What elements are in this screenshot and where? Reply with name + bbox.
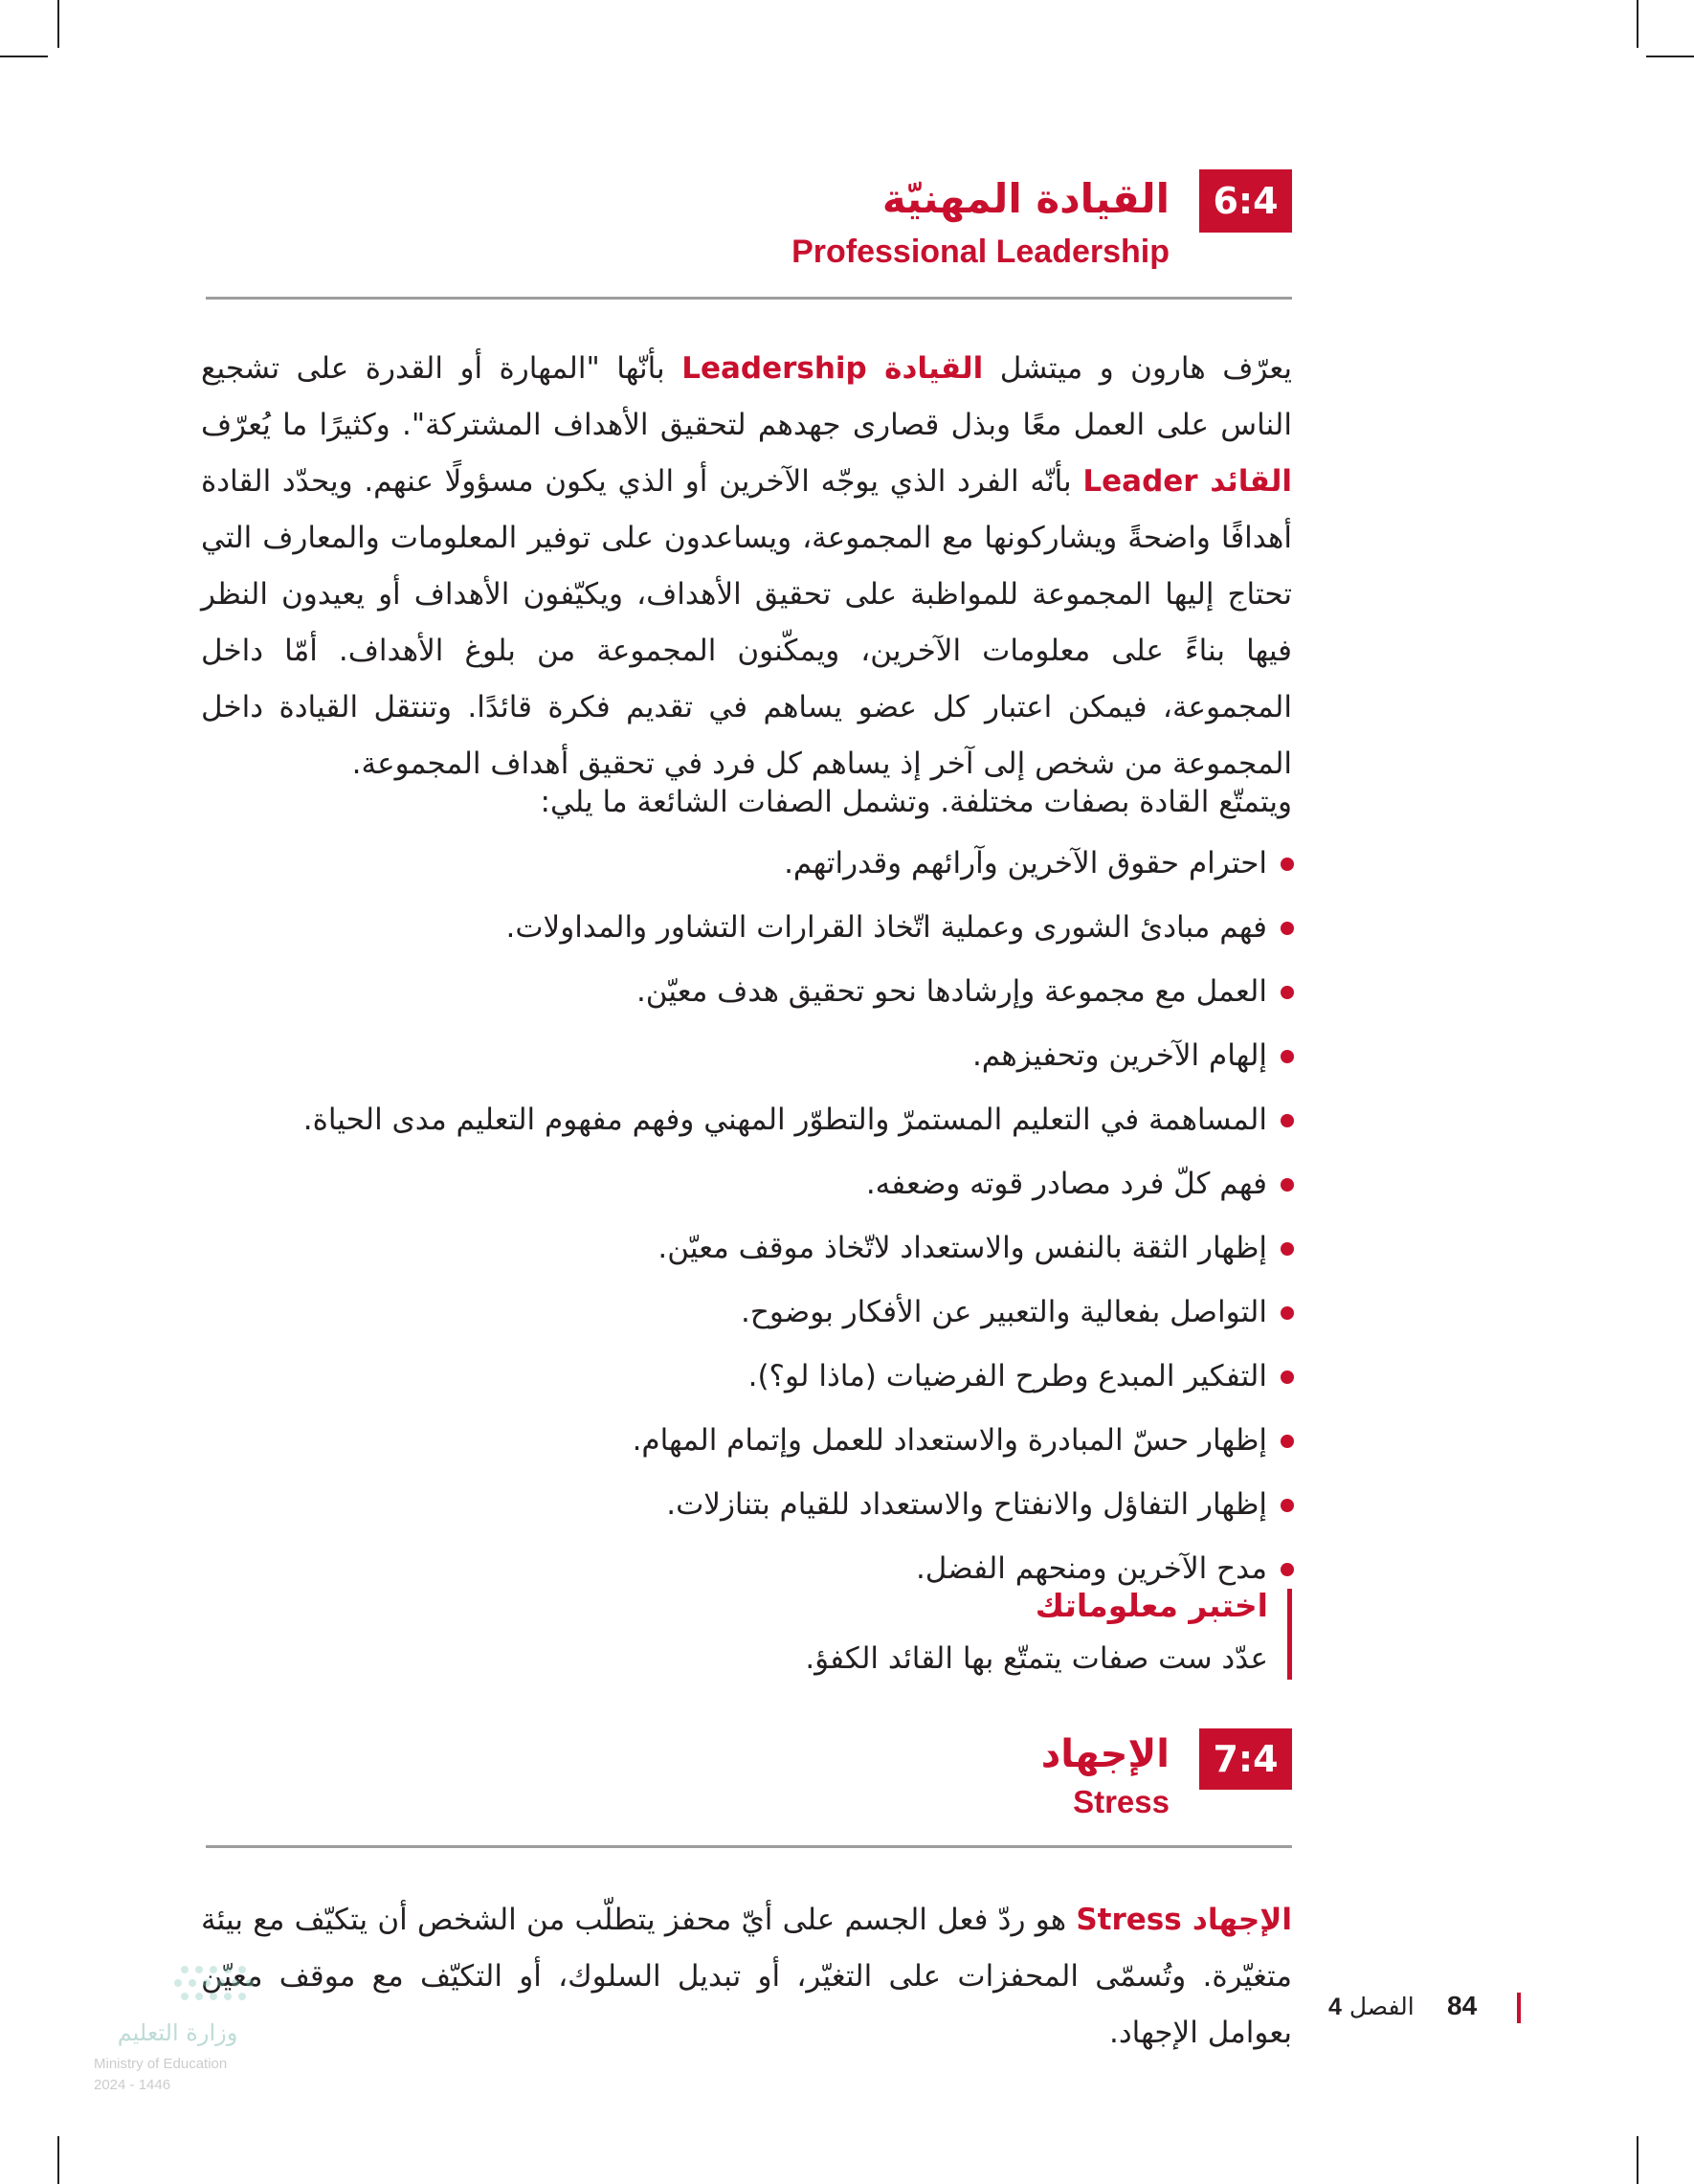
- bullet-icon: [1281, 1563, 1294, 1576]
- section-title-english: Professional Leadership: [791, 234, 1170, 270]
- bullet-icon: [1281, 1435, 1294, 1448]
- list-item: إظهار الثقة بالنفس والاستعداد لاتّخاذ موقف معيّن.: [337, 1223, 1294, 1287]
- bullet-icon: [1281, 1371, 1294, 1384]
- section-heading-6-4: [402, 169, 1292, 303]
- list-item: التفكير المبدع وطرح الفرضيات (ماذا لو؟).: [337, 1351, 1294, 1415]
- crop-mark: [0, 56, 48, 57]
- list-item: احترام حقوق الآخرين وآرائهم وقدراتهم.: [337, 838, 1294, 903]
- page-number: 84: [1447, 1991, 1478, 2020]
- list-item: المساهمة في التعليم المستمرّ والتطوّر المهني وفهم مفهوم التعليم مدى الحياة.: [337, 1095, 1294, 1159]
- crop-mark: [1637, 0, 1638, 48]
- section-number: 6:4: [1199, 169, 1292, 233]
- section-number: 7:4: [1199, 1728, 1292, 1790]
- chapter-label: الفصل 4: [1328, 1993, 1415, 2020]
- ministry-name-english: Ministry of Education: [94, 2056, 228, 2072]
- bullet-icon: [1281, 1499, 1294, 1512]
- list-item: مدح الآخرين ومنحهم الفضل.: [337, 1544, 1294, 1608]
- keyword-stress: الإجهاد Stress: [1076, 1903, 1292, 1937]
- keyword-leadership: القيادة Leadership: [681, 351, 984, 386]
- bullet-icon: [1281, 1178, 1294, 1192]
- bullet-icon: [1281, 1242, 1294, 1256]
- crop-mark: [57, 2136, 59, 2184]
- list-item: العمل مع مجموعة وإرشادها نحو تحقيق هدف معيّن.: [337, 967, 1294, 1031]
- bullet-icon: [1281, 1114, 1294, 1127]
- stress-definition-paragraph: الإجهاد Stress هو ردّ فعل الجسم على أيّ محفز يتطلّب من الشخص أن يتكيّف مع بيئة متغيّرة. وتُسمّى المحفزات على التغيّر، أو تبديل السلوك، أو التكيّف مع موقف معيّن بعوامل الإجهاد.: [201, 1903, 1292, 2050]
- bullet-icon: [1281, 858, 1294, 871]
- leadership-definition-paragraph: يعرّف هارون و ميتشل القيادة Leadership بأنّها "المهارة أو القدرة على تشجيع الناس على العمل معًا وبذل قصارى جهدهم لتحقيق الأهداف المشتركة". وكثيرًا ما يُعرّف القائد Leader بأنّه الفرد الذي يوجّه الآخرين أو الذي يكون مسؤولًا عنهم. ويحدّد القادة أهدافًا واضحةً ويشاركونها مع المجموعة، ويساعدون على توفير المعلومات والمعارف التي تحتاج إليها المجموعة للمواظبة على تحقيق الأهداف، ويكيّفون الأهداف أو يعيدون النظر فيها بناءً على معلومات الآخرين، ويمكّنون المجموعة من بلوغ الأهداف. أمّا داخل المجموعة، فيمكن اعتبار كل عضو يساهم في تقديم فكرة قائدًا. وتنتقل القيادة داخل المجموعة من شخص إلى آخر إذ يساهم كل فرد في تحقيق أهداف المجموعة.: [201, 351, 1293, 781]
- quiz-title: اختبر معلوماتك: [1035, 1587, 1268, 1624]
- bullet-icon: [1281, 986, 1294, 999]
- list-item: إظهار التفاؤل والانفتاح والاستعداد للقيام بتنازلات.: [337, 1480, 1294, 1544]
- list-item: فهم كلّ فرد مصادر قوته وضعفه.: [337, 1159, 1294, 1223]
- section-divider: [206, 1845, 1292, 1848]
- section-title-english: Stress: [1073, 1784, 1170, 1819]
- section-title-arabic: الإجهاد: [1040, 1732, 1170, 1776]
- traits-intro: ويتمتّع القادة بصفات مختلفة. وتشمل الصفات الشائعة ما يلي:: [540, 785, 1292, 819]
- ministry-name-arabic: وزارة التعليم: [117, 2019, 238, 2046]
- section-divider: [206, 297, 1292, 300]
- traits-list: [302, 838, 1294, 1608]
- list-item: إظهار حسّ المبادرة والاستعداد للعمل وإتمام المهام.: [337, 1415, 1294, 1480]
- section-title-arabic: القيادة المهنيّة: [881, 175, 1170, 222]
- crop-mark: [57, 0, 59, 48]
- footer-accent-bar: [1517, 1993, 1521, 2023]
- bullet-icon: [1281, 1306, 1294, 1320]
- quiz-accent-bar: [1287, 1589, 1292, 1680]
- list-item: التواصل بفعالية والتعبير عن الأفكار بوضوح.: [337, 1287, 1294, 1351]
- quiz-question: عدّد ست صفات يتمتّع بها القائد الكفؤ.: [805, 1641, 1268, 1676]
- keyword-leader: القائد Leader: [1082, 464, 1292, 499]
- ministry-year: 2024 - 1446: [94, 2077, 171, 2093]
- crop-mark: [1646, 56, 1694, 57]
- list-item: إلهام الآخرين وتحفيزهم.: [337, 1031, 1294, 1095]
- list-item: فهم مبادئ الشورى وعملية اتّخاذ القرارات التشاور والمداولات.: [337, 903, 1294, 967]
- bullet-icon: [1281, 1050, 1294, 1063]
- crop-mark: [1637, 2136, 1638, 2184]
- section-heading-7-4: [402, 1728, 1292, 1862]
- bullet-icon: [1281, 922, 1294, 935]
